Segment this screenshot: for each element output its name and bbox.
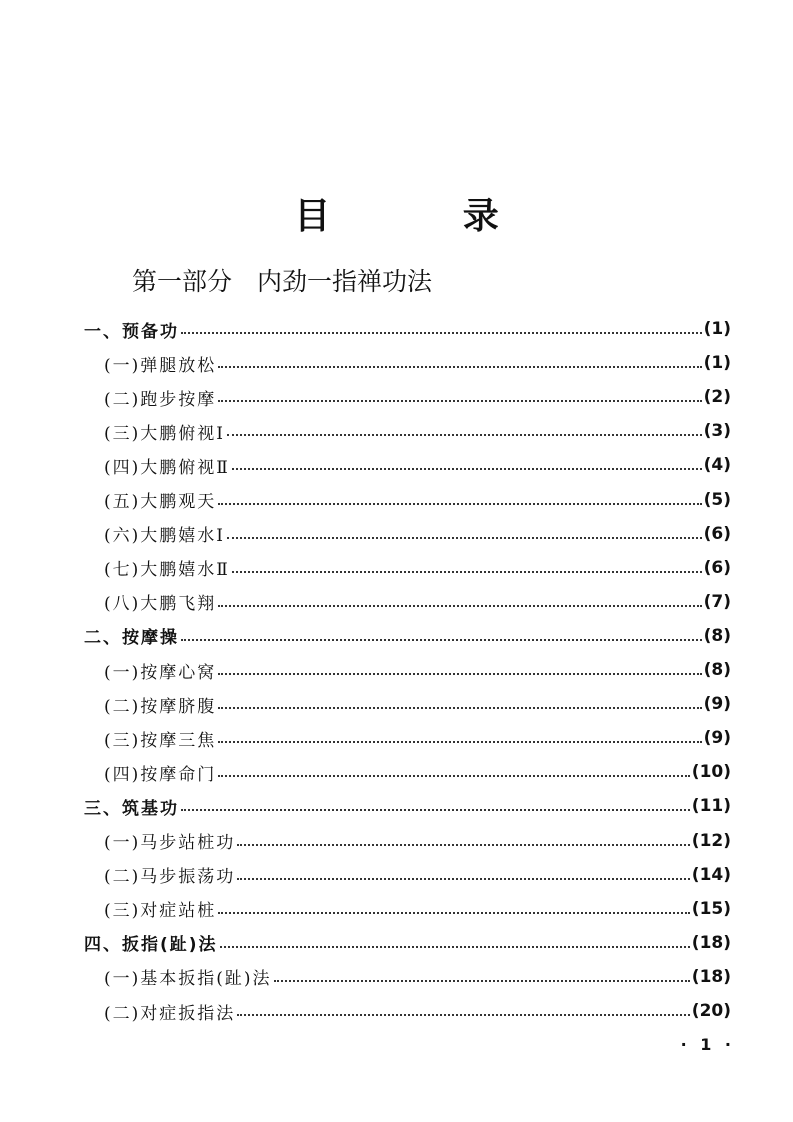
toc-entry (84, 619, 731, 653)
toc-entry (104, 380, 731, 414)
dot-leader (232, 571, 702, 573)
toc-entry-page: (12) (691, 830, 731, 851)
toc-entry-page: (20) (691, 1001, 731, 1021)
dot-leader (274, 980, 690, 982)
toc-entry-label: 四、扳指(趾)法 (84, 935, 218, 956)
toc-entry-label: 一、预备功 (84, 321, 179, 342)
toc-entry (104, 551, 731, 585)
toc-entry (104, 687, 731, 721)
toc-entry-label: (三)大鹏俯视Ⅰ (104, 423, 225, 444)
toc-entry-page: (14) (691, 864, 731, 885)
toc-entry (104, 517, 731, 551)
toc-entry-label: (一)基本扳指(趾)法 (104, 969, 272, 990)
toc-entry-page: (7) (703, 591, 731, 612)
dot-leader (218, 503, 701, 505)
toc-entry-label: (一)马步站桩功 (104, 833, 236, 853)
toc-entry-page: (10) (691, 762, 731, 783)
toc-entry-page: (11) (691, 796, 731, 817)
dot-leader (181, 639, 702, 641)
toc-entry-page: (15) (691, 898, 731, 919)
toc-entry (104, 483, 731, 517)
toc-entry-page: (6) (703, 557, 731, 578)
dot-leader (218, 707, 701, 709)
toc-entry-page: (9) (703, 694, 731, 715)
toc-entry (104, 994, 731, 1028)
dot-leader (181, 332, 702, 334)
toc-entry-page: (4) (703, 455, 731, 476)
dot-leader (218, 912, 690, 914)
toc-entry-label: (二)对症扳指法 (104, 1003, 236, 1024)
toc-entry (104, 653, 731, 687)
toc-entry-page: (8) (703, 660, 731, 680)
toc-entry (104, 755, 731, 789)
dot-leader (227, 537, 702, 539)
toc-entry-label: (七)大鹏嬉水Ⅱ (104, 560, 230, 581)
dot-leader (237, 1014, 690, 1016)
dot-leader (237, 878, 690, 880)
toc-entry-label: (三)按摩三焦 (104, 730, 217, 751)
toc-entry (104, 346, 731, 380)
toc-entry-label: (三)对症站桩 (104, 901, 217, 922)
dot-leader (218, 366, 701, 368)
toc-entry-page: (3) (703, 421, 731, 442)
toc-entry-label: 三、筑基功 (84, 798, 179, 819)
toc-entry-page: (18) (691, 932, 731, 953)
part-heading: 第一部分 内劲一指禅功法 (132, 267, 433, 296)
dot-leader (220, 946, 690, 948)
toc-entry (104, 448, 731, 482)
toc-entry (104, 721, 731, 755)
toc-entry-label: (四)按摩命门 (104, 764, 217, 785)
toc-entry-label: 二、按摩操 (84, 628, 179, 649)
toc-entry-page: (5) (703, 489, 731, 510)
toc-entry (104, 892, 731, 926)
dot-leader (218, 400, 701, 402)
dot-leader (237, 844, 690, 846)
toc-entry-label: (二)按摩脐腹 (104, 696, 217, 717)
toc-entry-label: (二)马步振荡功 (104, 867, 236, 888)
toc-entry-page: (18) (691, 966, 731, 987)
toc-entry-label: (一)按摩心窝 (104, 662, 217, 683)
toc-entry (104, 858, 731, 892)
toc-entry (84, 926, 731, 960)
dot-leader (232, 468, 702, 470)
dot-leader (218, 741, 701, 743)
toc-entry-page: (8) (703, 625, 731, 646)
toc-entry-label: (二)跑步按摩 (104, 389, 217, 410)
page-number: · 1 · (680, 1035, 735, 1054)
toc-entry (104, 960, 731, 994)
toc-entry (104, 414, 731, 448)
toc-entry-label: (六)大鹏嬉水Ⅰ (104, 526, 225, 547)
toc-entry (104, 585, 731, 619)
toc-entry-label: (一)弹腿放松 (104, 355, 217, 376)
toc-entry-page: (9) (703, 728, 731, 749)
toc-entry-page: (2) (703, 387, 731, 408)
dot-leader (218, 605, 701, 607)
toc-entry-page: (1) (703, 353, 731, 374)
toc-entry-page: (6) (703, 523, 731, 544)
toc-entry (104, 824, 731, 858)
toc-entry (84, 312, 731, 346)
toc-entry-label: (四)大鹏俯视Ⅱ (104, 457, 230, 478)
dot-leader (181, 809, 690, 811)
toc-entry-label: (八)大鹏飞翔 (104, 594, 217, 615)
toc-entry-label: (五)大鹏观天 (104, 492, 217, 512)
dot-leader (227, 434, 702, 436)
toc-entry (84, 789, 731, 823)
page-title: 目 录 (294, 196, 559, 237)
dot-leader (218, 673, 701, 675)
dot-leader (218, 775, 690, 777)
toc-entry-page: (1) (703, 319, 731, 339)
